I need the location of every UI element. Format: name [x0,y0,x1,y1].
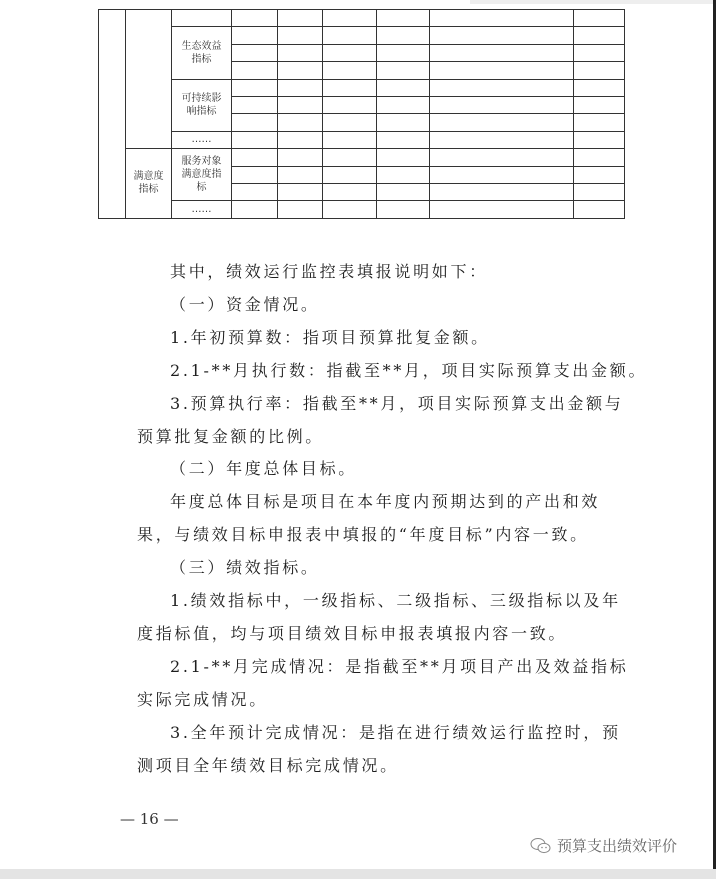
table-cell [574,131,625,148]
text-line: 年度总体目标是项目在本年度内预期达到的产出和效 [170,492,601,512]
table-cell [323,27,377,44]
table-cell [430,79,574,96]
watermark-text: 预算支出绩效评价 [557,837,678,855]
table-cell [574,27,625,44]
table-cell [430,201,574,218]
table-cell [323,79,377,96]
table-cell [377,114,430,131]
table-cell [430,131,574,148]
table-cell [232,44,278,61]
table-cell [430,62,574,79]
text-line: 2.1-**月完成情况：是指截至**月项目产出及效益指标 [170,656,629,676]
text-line: 实际完成情况。 [137,689,268,709]
table-cell [232,201,278,218]
table-cell [430,10,574,27]
text-line: 测项目全年绩效目标完成情况。 [137,755,399,775]
table-cell [323,183,377,200]
table-row [99,10,625,27]
text-line: 其中，绩效运行监控表填报说明如下： [170,262,488,281]
table-cell-level1 [99,10,126,219]
table-cell [278,10,323,27]
table-cell [232,183,278,200]
table-cell [377,183,430,200]
table-cell [377,131,430,148]
table-cell [430,149,574,166]
table-cell [232,10,278,27]
table-cell [278,131,323,148]
table-cell [377,201,430,218]
table-cell [278,183,323,200]
table-cell [232,79,278,96]
table-cell [323,44,377,61]
table-cell [323,131,377,148]
table-cell [574,96,625,113]
table-cell [574,62,625,79]
text-line: 3.预算执行率：指截至**月，项目实际预算支出金额与 [170,393,624,413]
text-line: 度指标值，均与项目绩效目标申报表填报内容一致。 [137,623,568,643]
indicator-table [98,9,625,219]
table-cell [574,149,625,166]
table-cell [278,79,323,96]
page-number: — 16 — [120,810,179,828]
table-cell [278,62,323,79]
bottom-band [0,869,716,879]
table-cell [323,201,377,218]
table-cell [232,149,278,166]
text-line: （三）绩效指标。 [170,558,320,578]
table-cell [430,27,574,44]
text-line: 预算批复金额的比例。 [137,426,325,446]
table-cell [232,96,278,113]
table-cell [232,27,278,44]
wechat-icon [530,837,552,855]
table-cell [278,149,323,166]
table-cell [574,114,625,131]
table-cell [430,96,574,113]
table-cell [574,79,625,96]
text-line: 果，与绩效目标申报表中填报的“年度目标”内容一致。 [137,525,589,545]
table-cell [278,201,323,218]
table-cell [430,114,574,131]
table-cell-level3 [172,10,232,27]
satisfaction-label: 满意度指标 [126,149,172,219]
text-line: （二）年度总体目标。 [170,459,358,479]
service-satisfaction-label: 服务对象满意度指标 [172,149,232,201]
table-cell [377,10,430,27]
table-cell [377,27,430,44]
scan-shade [470,0,716,4]
table-cell-level2 [126,10,172,149]
table-cell [377,96,430,113]
text-line: 2.1-**月执行数：指截至**月，项目实际预算支出金额。 [170,360,648,380]
table-cell [574,201,625,218]
table-cell [377,44,430,61]
table-cell [377,79,430,96]
table-row [99,27,625,44]
table-cell [278,44,323,61]
table-cell [574,10,625,27]
table-cell [430,44,574,61]
table-row [99,131,625,148]
sustainable-label: 可持续影响指标 [172,79,232,131]
table-row [99,149,625,166]
text-line: （一）资金情况。 [170,294,320,314]
table-cell [278,27,323,44]
table-cell [232,166,278,183]
text-line: 1.年初预算数：指项目预算批复金额。 [170,327,490,347]
table-cell [278,166,323,183]
table-cell [232,114,278,131]
table-cell [278,114,323,131]
table-cell [323,62,377,79]
table-cell [574,166,625,183]
table-cell [377,166,430,183]
table-cell [323,96,377,113]
text-line: 3.全年预计完成情况：是指在进行绩效运行监控时，预 [170,722,621,742]
table-cell [377,62,430,79]
table-cell [232,131,278,148]
ellipsis-label: …… [172,131,232,148]
eco-benefit-label: 生态效益指标 [172,27,232,79]
ellipsis-label: …… [172,201,232,218]
table-row [99,79,625,96]
table-cell [574,44,625,61]
table-cell [377,149,430,166]
table-cell [574,183,625,200]
table-cell [323,10,377,27]
table-cell [430,183,574,200]
table-cell [323,149,377,166]
table-cell [323,166,377,183]
table-cell [430,166,574,183]
watermark [530,835,677,856]
table-cell [278,96,323,113]
table-row [99,201,625,218]
text-line: 1.绩效指标中，一级指标、二级指标、三级指标以及年 [170,591,621,610]
table-cell [232,62,278,79]
table-cell [323,114,377,131]
